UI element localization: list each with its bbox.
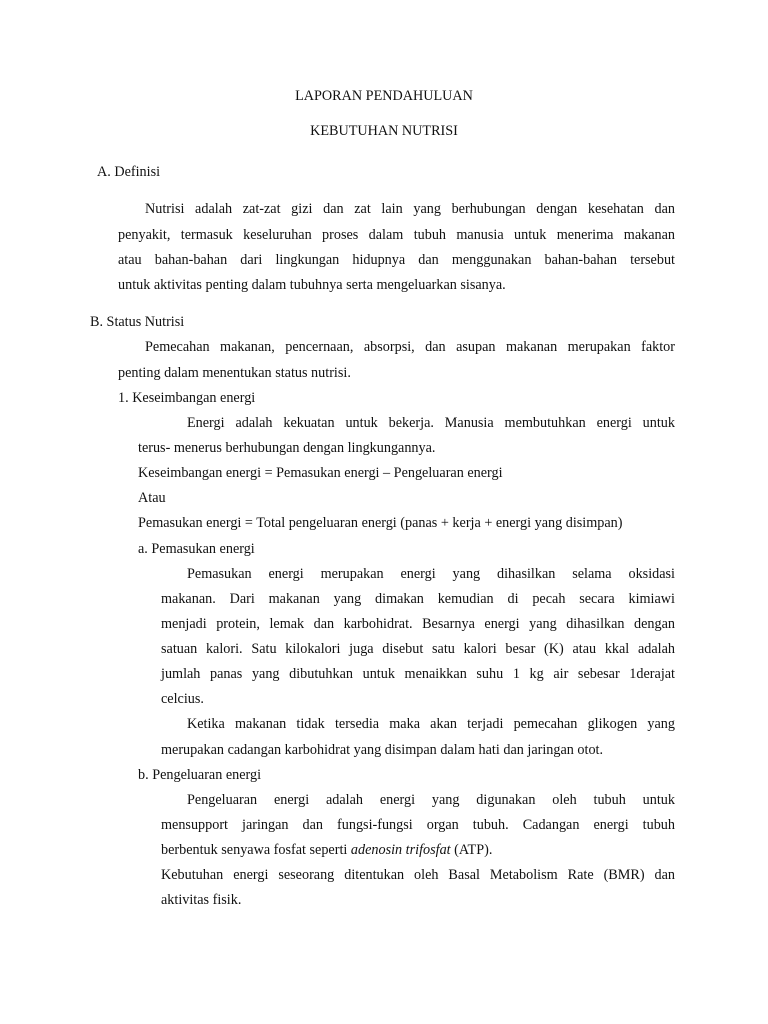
section-a-line-1: Nutrisi adalah zat-zat gizi dan zat lain yang berhubungan dengan kesehatan dan	[145, 201, 675, 217]
sub-b-para1-line-3	[161, 841, 492, 859]
section-a-heading: A. Definisi	[97, 164, 161, 180]
document-title: LAPORAN PENDAHULUAN	[295, 88, 473, 104]
sub-a-heading: a. Pemasukan energi	[138, 541, 255, 557]
section-a-line-3: atau bahan-bahan dari lingkungan hidupnya dan menggunakan bahan-bahan tersebut	[118, 252, 675, 268]
section-a-line-4: untuk aktivitas penting dalam tubuhnya serta mengeluarkan sisanya.	[118, 277, 506, 293]
sub-a-para1-line-1: Pemasukan energi merupakan energi yang dihasilkan selama oksidasi	[187, 566, 675, 582]
sub-b-para2-line-2: aktivitas fisik.	[161, 892, 242, 908]
sub-a-para2-line-1: Ketika makanan tidak tersedia maka akan terjadi pemecahan glikogen yang	[187, 716, 675, 732]
sub-b-para2-line-1: Kebutuhan energi seseorang ditentukan oleh Basal Metabolism Rate (BMR) dan	[161, 867, 675, 883]
sub-a-para1-line-5: jumlah panas yang dibutuhkan untuk menaikkan suhu 1 kg air sebesar 1derajat	[161, 666, 675, 682]
sub-b-line3-post: (ATP).	[450, 842, 493, 858]
sub-a-para1-line-4: satuan kalori. Satu kilokalori juga disebut satu kalori besar (K) atau kkal adalah	[161, 641, 675, 657]
sub-b-line3-italic: adenosin trifosfat	[350, 842, 451, 858]
sub-b-heading: b. Pengeluaran energi	[138, 767, 262, 783]
formula-1: Keseimbangan energi = Pemasukan energi – Pengeluaran energi	[138, 465, 503, 481]
section-b-intro-1: Pemecahan makanan, pencernaan, absorpsi, dan asupan makanan merupakan faktor	[145, 339, 675, 355]
document-subtitle: KEBUTUHAN NUTRISI	[310, 123, 458, 139]
section-b-intro-2: penting dalam menentukan status nutrisi.	[118, 365, 351, 381]
section-a-line-2: penyakit, termasuk keseluruhan proses dalam tubuh manusia untuk menerima makanan	[118, 227, 675, 243]
sub-a-para1-line-2: makanan. Dari makanan yang dimakan kemudian di pecah secara kimiawi	[161, 591, 675, 607]
sub-a-para1-line-6: celcius.	[161, 691, 204, 707]
sub-a-para2-line-2: merupakan cadangan karbohidrat yang disimpan dalam hati dan jaringan otot.	[161, 742, 604, 758]
sub-b-para1-line-2: mensupport jaringan dan fungsi-fungsi organ tubuh. Cadangan energi tubuh	[161, 817, 675, 833]
item-1-para-2: terus- menerus berhubungan dengan lingkungannya.	[138, 440, 436, 456]
sub-a-para1-line-3: menjadi protein, lemak dan karbohidrat. Besarnya energi yang dihasilkan dengan	[161, 616, 675, 632]
item-1-heading: 1. Keseimbangan energi	[118, 390, 256, 406]
section-b-heading: B. Status Nutrisi	[90, 314, 185, 330]
formula-2: Pemasukan energi = Total pengeluaran energi (panas + kerja + energi yang disimpan)	[138, 515, 623, 531]
sub-b-para1-line-1: Pengeluaran energi adalah energi yang digunakan oleh tubuh untuk	[187, 792, 675, 808]
atau-text: Atau	[138, 490, 166, 506]
sub-b-line3-pre: berbentuk senyawa fosfat seperti	[161, 842, 351, 858]
item-1-para-1: Energi adalah kekuatan untuk bekerja. Manusia membutuhkan energi untuk	[187, 415, 675, 431]
